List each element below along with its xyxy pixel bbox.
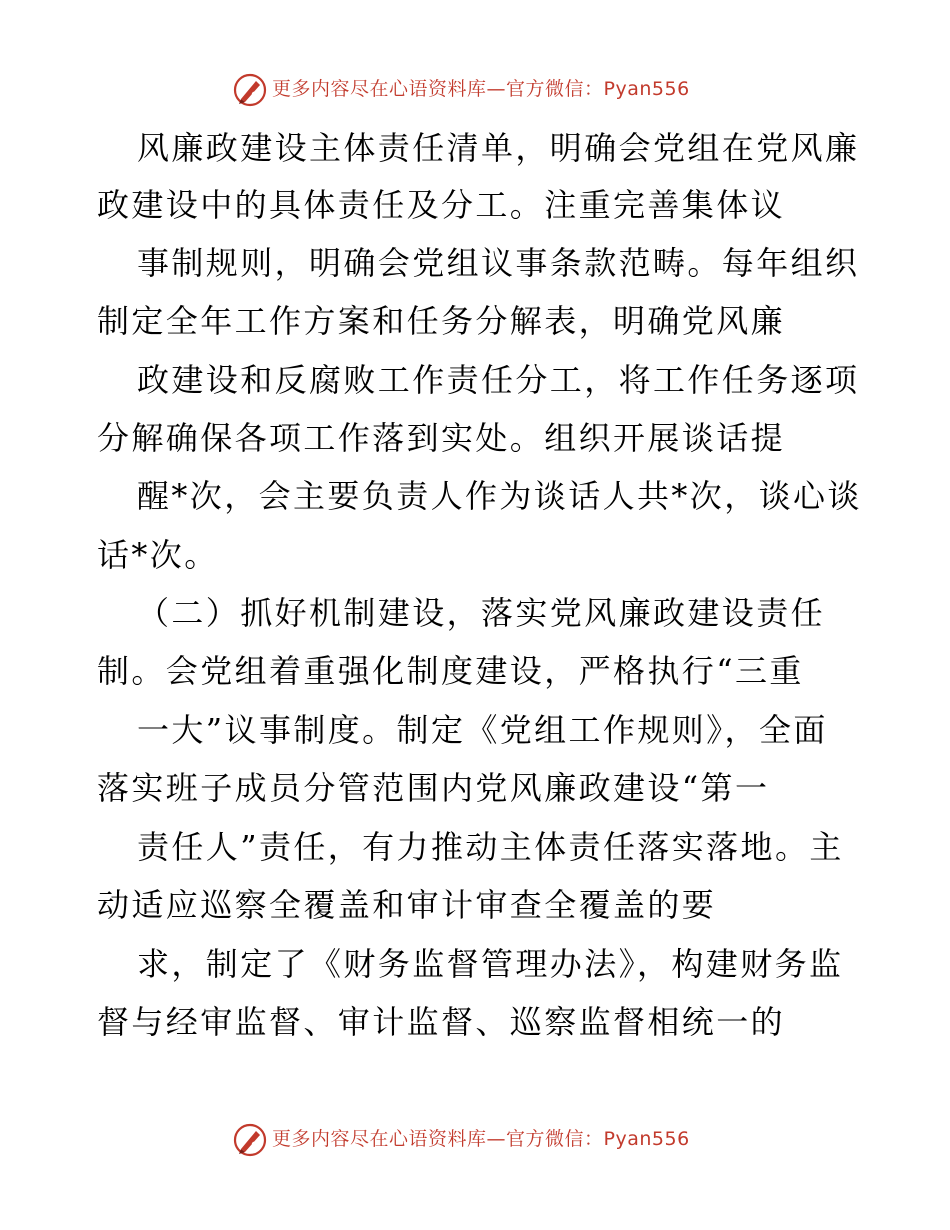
text-line: 动适应巡察全覆盖和审计审查全覆盖的要 <box>97 886 717 924</box>
text-line: 政建设中的具体责任及分工。注重完善集体议 <box>97 186 786 224</box>
text-line: 分解确保各项工作落到实处。组织开展谈话提 <box>97 419 786 457</box>
text-line: 责任人”责任，有力推动主体责任落实落地。主 <box>137 828 844 866</box>
text-line: 制。会党组着重强化制度建设，严格执行“三重 <box>97 652 804 690</box>
text-line: 政建设和反腐败工作责任分工，将工作任务逐项 <box>137 361 860 399</box>
text-line: 督与经审监督、审计监督、巡察监督相统一的 <box>97 1003 786 1041</box>
header-watermark-text: 更多内容尽在心语资料库—官方微信：Pyan556 <box>272 78 690 100</box>
text-line: 一大”议事制度。制定《党组工作规则》，全面 <box>137 711 828 749</box>
red-pen-seal-icon <box>232 1122 268 1158</box>
text-line: 求，制定了《财务监督管理办法》，构建财务监 <box>137 945 844 983</box>
text-line: 话*次。 <box>97 536 219 574</box>
text-line: 落实班子成员分管范围内党风廉政建设“第一 <box>97 769 770 807</box>
text-line: 风廉政建设主体责任清单，明确会党组在党风廉 <box>137 129 860 167</box>
section-heading-line: （二）抓好机制建设，落实党风廉政建设责任 <box>137 594 826 632</box>
footer-watermark-text: 更多内容尽在心语资料库—官方微信：Pyan556 <box>272 1128 690 1150</box>
text-line: 事制规则，明确会党组议事条款范畴。每年组织 <box>137 244 860 282</box>
text-line: 制定全年工作方案和任务分解表，明确党风廉 <box>97 302 786 340</box>
text-line: 醒*次，会主要负责人作为谈话人共*次，谈心谈 <box>137 477 862 515</box>
footer-watermark-banner <box>0 1120 950 1160</box>
